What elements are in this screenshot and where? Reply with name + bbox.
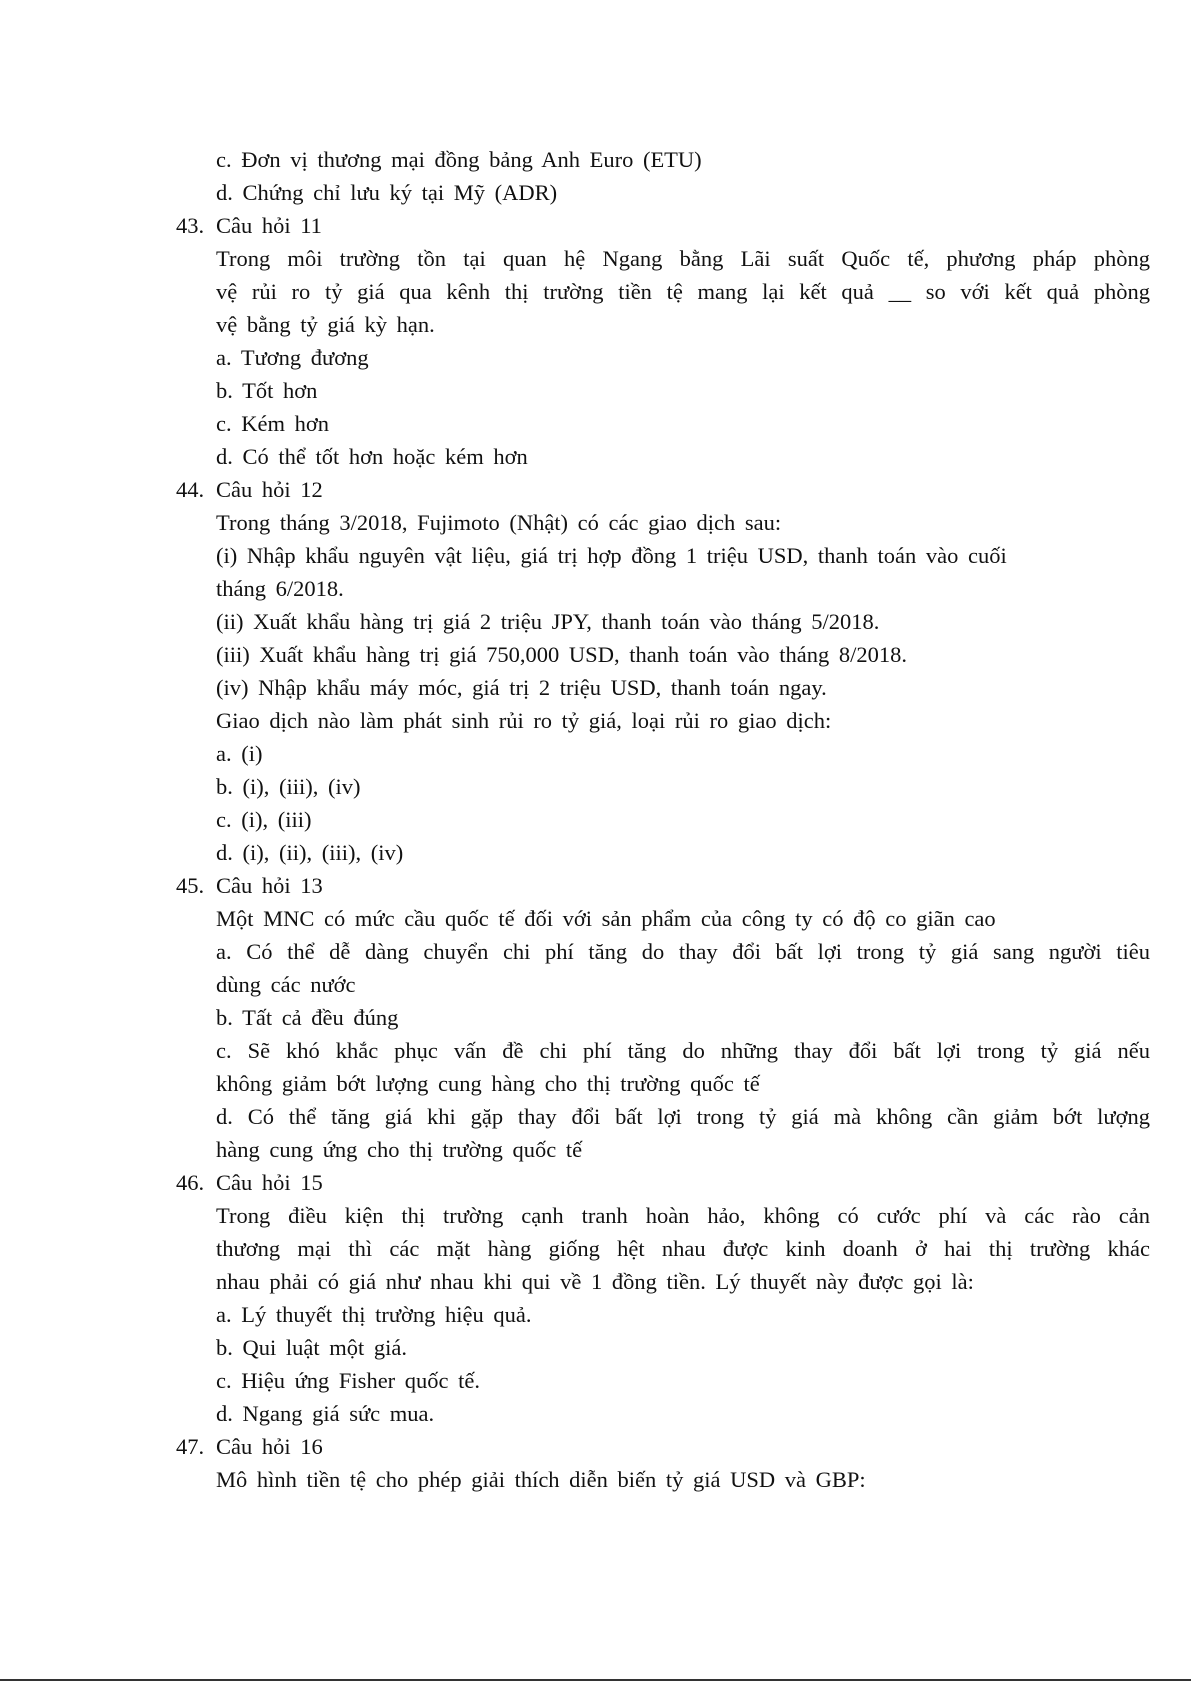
option-c: c. Đơn vị thương mại đồng bảng Anh Euro (ETU) (216, 147, 702, 172)
option-c: c. Sẽ khó khắc phục vấn đề chi phí tăng do những thay đổi bất lợi trong tỷ giá nếu (216, 1038, 1150, 1063)
question-title: Câu hỏi 13 (216, 873, 323, 898)
question-stem-line: Một MNC có mức cầu quốc tế đối với sản phẩm của công ty có độ co giãn cao (216, 906, 996, 931)
question-stem-line: tháng 6/2018. (216, 576, 344, 601)
option-c-continued: không giảm bớt lượng cung hàng cho thị trường quốc tế (216, 1071, 760, 1096)
question-stem-line: Trong tháng 3/2018, Fujimoto (Nhật) có các giao dịch sau: (216, 510, 782, 535)
question-stem-line: nhau phải có giá như nhau khi qui về 1 đồng tiền. Lý thuyết này được gọi là: (216, 1269, 974, 1294)
option-d: d. Có thể tốt hơn hoặc kém hơn (216, 444, 528, 469)
option-a: a. Lý thuyết thị trường hiệu quả. (216, 1302, 532, 1327)
option-b: b. (i), (iii), (iv) (216, 774, 361, 799)
question-stem-line: Trong môi trường tồn tại quan hệ Ngang bằng Lãi suất Quốc tế, phương pháp phòng (216, 246, 1150, 271)
question-number: 43. (176, 213, 205, 238)
question-title: Câu hỏi 15 (216, 1170, 323, 1195)
question-number: 44. (176, 477, 205, 502)
question-stem-line: vệ bằng tỷ giá kỳ hạn. (216, 312, 435, 337)
option-b: b. Tất cả đều đúng (216, 1005, 399, 1030)
question-number: 45. (176, 873, 205, 898)
question-stem-line: (iv) Nhập khẩu máy móc, giá trị 2 triệu USD, thanh toán ngay. (216, 675, 827, 700)
question-number: 46. (176, 1170, 205, 1195)
page-bottom-rule (0, 1679, 1191, 1681)
option-b: b. Qui luật một giá. (216, 1335, 407, 1360)
question-stem-line: (i) Nhập khẩu nguyên vật liệu, giá trị hợp đồng 1 triệu USD, thanh toán vào cuối (216, 543, 1007, 568)
option-d: d. (i), (ii), (iii), (iv) (216, 840, 404, 865)
question-stem-line: (iii) Xuất khẩu hàng trị giá 750,000 USD, thanh toán vào tháng 8/2018. (216, 642, 908, 667)
option-b: b. Tốt hơn (216, 378, 318, 403)
option-a: a. Tương đương (216, 345, 369, 370)
question-title: Câu hỏi 16 (216, 1434, 323, 1459)
question-number: 47. (176, 1434, 205, 1459)
question-title: Câu hỏi 11 (216, 213, 322, 238)
question-stem-line: Mô hình tiền tệ cho phép giải thích diễn biến tỷ giá USD và GBP: (216, 1467, 866, 1492)
option-d: d. Có thể tăng giá khi gặp thay đổi bất lợi trong tỷ giá mà không cần giảm bớt lượng (216, 1104, 1150, 1129)
option-c: c. Kém hơn (216, 411, 329, 436)
question-title: Câu hỏi 12 (216, 477, 323, 502)
option-a-continued: dùng các nước (216, 972, 356, 997)
question-stem-line: vệ rủi ro tỷ giá qua kênh thị trường tiền tệ mang lại kết quả __ so với kết quả phòng (216, 279, 1150, 304)
option-c: c. Hiệu ứng Fisher quốc tế. (216, 1368, 481, 1393)
question-stem-line: Trong điều kiện thị trường cạnh tranh hoàn hảo, không có cước phí và các rào cản (216, 1203, 1150, 1228)
option-c: c. (i), (iii) (216, 807, 312, 832)
question-stem-line: thương mại thì các mặt hàng giống hệt nhau được kinh doanh ở hai thị trường khác (216, 1236, 1150, 1261)
question-stem-line: Giao dịch nào làm phát sinh rủi ro tỷ giá, loại rủi ro giao dịch: (216, 708, 832, 733)
option-a: a. Có thể dễ dàng chuyển chi phí tăng do thay đổi bất lợi trong tỷ giá sang người tiêu (216, 939, 1150, 964)
option-d-continued: hàng cung ứng cho thị trường quốc tế (216, 1137, 583, 1162)
option-d: d. Chứng chỉ lưu ký tại Mỹ (ADR) (216, 180, 558, 205)
option-a: a. (i) (216, 741, 263, 766)
question-stem-line: (ii) Xuất khẩu hàng trị giá 2 triệu JPY, thanh toán vào tháng 5/2018. (216, 609, 880, 634)
option-d: d. Ngang giá sức mua. (216, 1401, 435, 1426)
